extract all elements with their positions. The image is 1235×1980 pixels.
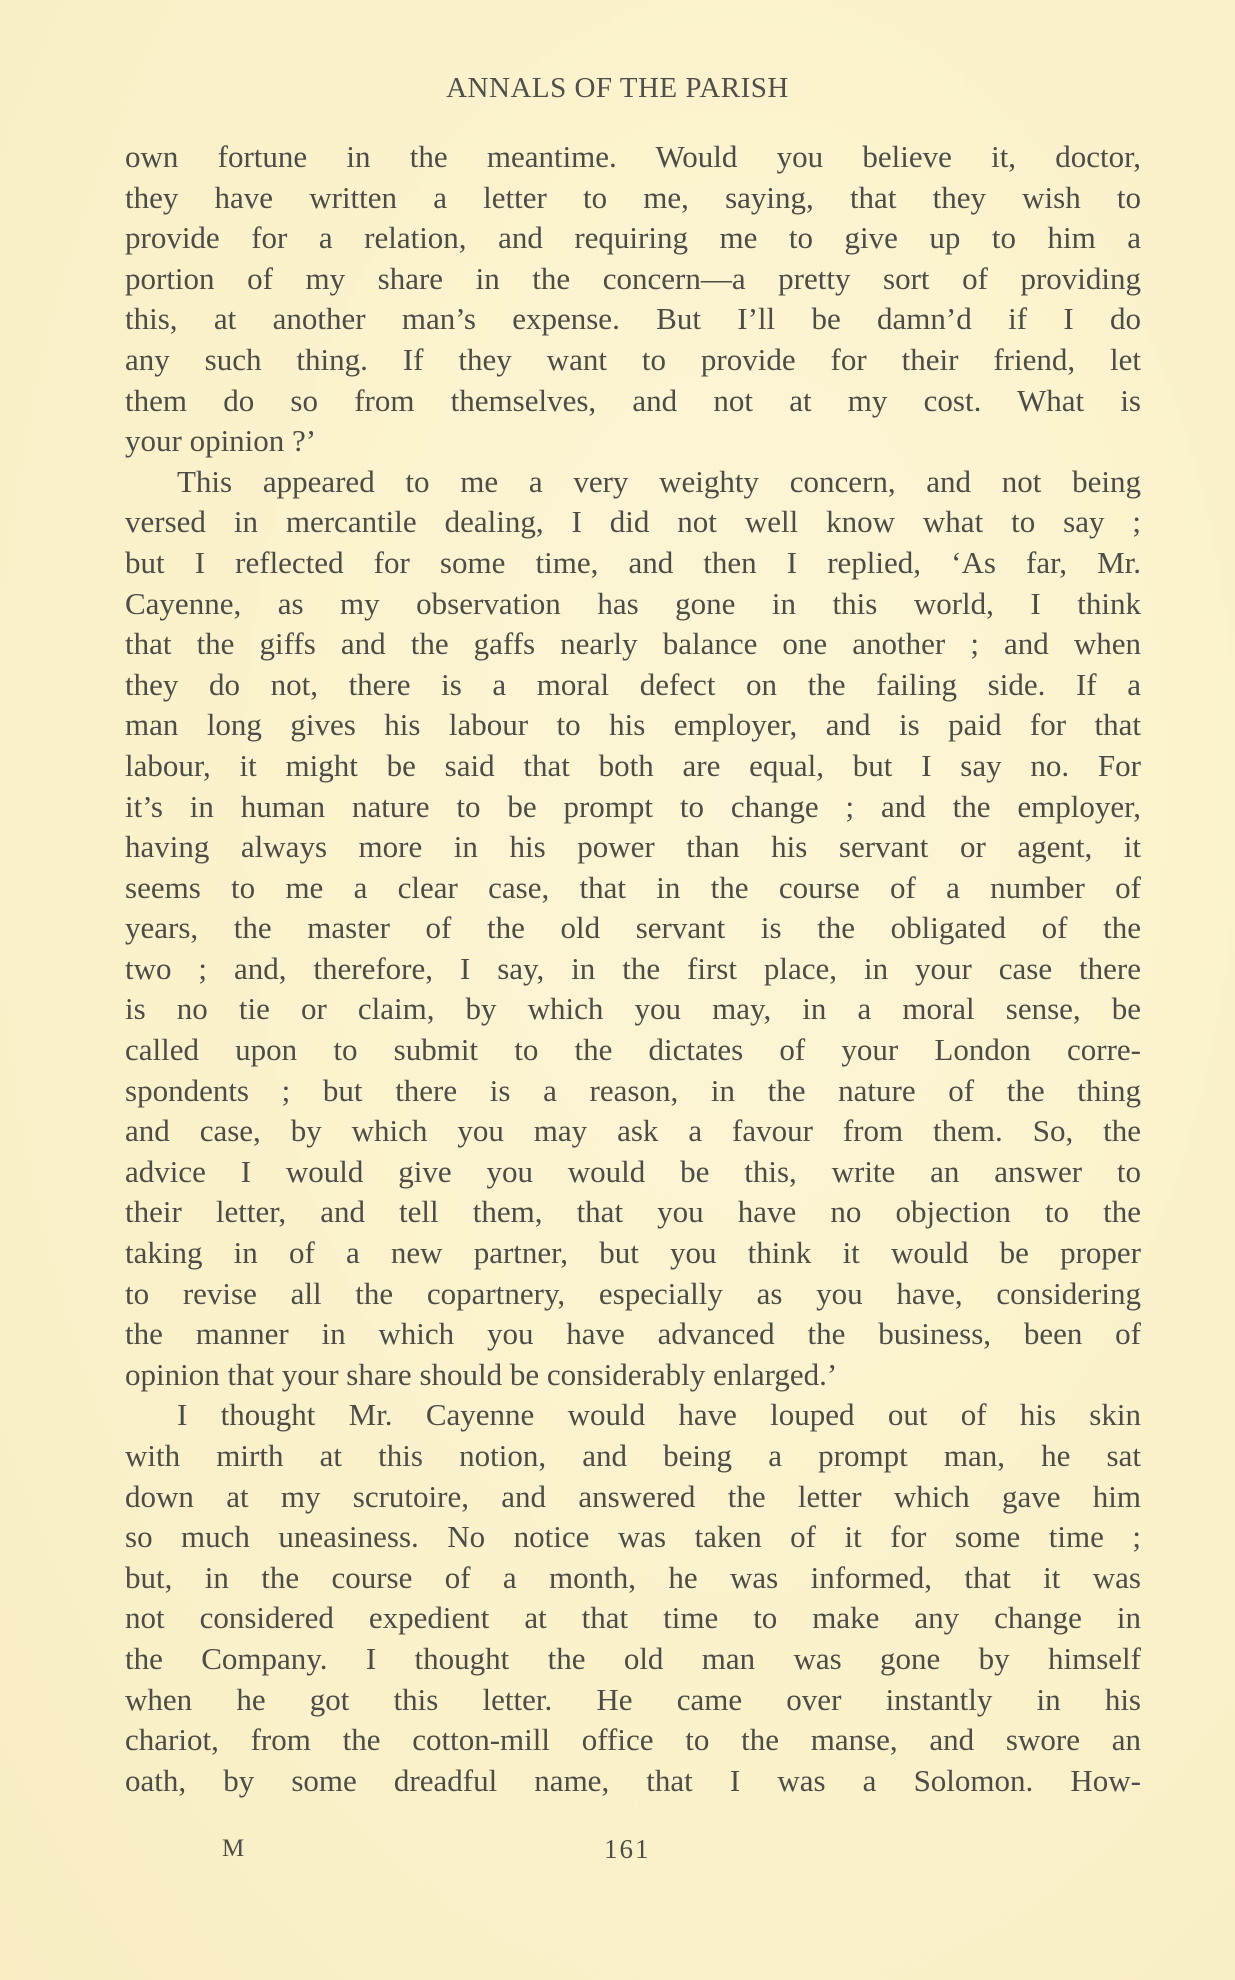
text-line — [125, 665, 1141, 706]
text-line — [125, 1558, 1141, 1599]
text-line — [125, 137, 1141, 178]
text-line-content: the Company. I thought the old man was gone by himself — [125, 1640, 1141, 1676]
text-line — [125, 1639, 1141, 1680]
text-line-content: this, at another man’s expense. But I’ll be damn’d if I do — [125, 301, 1141, 337]
text-line-content: the manner in which you have advanced the business, been of — [125, 1316, 1141, 1352]
text-line — [125, 421, 1141, 462]
text-line-content: not considered expedient at that time to make any change in — [125, 1600, 1141, 1636]
text-line — [125, 584, 1141, 625]
text-line-content: taking in of a new partner, but you think it would be proper — [125, 1235, 1141, 1271]
text-line — [125, 1517, 1141, 1558]
text-line — [125, 1152, 1141, 1193]
text-line-content: so much uneasiness. No notice was taken of it for some time ; — [125, 1519, 1141, 1555]
text-line-content: to revise all the copartnery, especially as you have, considering — [125, 1275, 1141, 1311]
text-line — [125, 1192, 1141, 1233]
text-line — [125, 1436, 1141, 1477]
text-line-content: own fortune in the meantime. Would you believe it, doctor, — [125, 139, 1141, 174]
text-line-content: that the giffs and the gaffs nearly balance one another ; and when — [125, 626, 1141, 662]
text-line — [125, 178, 1141, 219]
text-line-content: labour, it might be said that both are equal, but I say no. For — [125, 747, 1141, 783]
page-footer — [0, 1829, 1235, 1869]
text-line — [125, 827, 1141, 868]
text-line-content: man long gives his labour to his employer, and is paid for that — [125, 707, 1141, 743]
text-line-content: years, the master of the old servant is the obligated of the — [125, 910, 1141, 946]
text-line — [125, 462, 1141, 503]
text-line — [125, 1680, 1141, 1721]
text-line — [125, 218, 1141, 259]
text-line-content: it’s in human nature to be prompt to change ; and the employer, — [125, 788, 1141, 824]
text-line — [125, 1720, 1141, 1761]
text-line-content: versed in mercantile dealing, I did not well know what to say ; — [125, 504, 1141, 540]
text-line-content: but, in the course of a month, he was informed, that it was — [125, 1559, 1141, 1595]
text-line-content: I thought Mr. Cayenne would have louped out of his skin — [177, 1397, 1141, 1433]
text-line-content: Cayenne, as my observation has gone in this world, I think — [125, 585, 1141, 621]
text-line — [125, 543, 1141, 584]
text-line-content: down at my scrutoire, and answered the letter which gave him — [125, 1478, 1141, 1514]
text-line-content: but I reflected for some time, and then I replied, ‘As far, Mr. — [125, 544, 1141, 580]
text-line-content: spondents ; but there is a reason, in the nature of the thing — [125, 1072, 1141, 1108]
text-line-content: provide for a relation, and requiring me to give up to him a — [125, 220, 1141, 256]
text-line — [125, 908, 1141, 949]
body-text — [125, 137, 1141, 1801]
text-line — [125, 502, 1141, 543]
text-line-content: when he got this letter. He came over instantly in his — [125, 1681, 1141, 1717]
text-line-content: This appeared to me a very weighty concern, and not being — [177, 463, 1141, 499]
text-line-content: is no tie or claim, by which you may, in a moral sense, be — [125, 991, 1141, 1027]
text-line — [125, 1030, 1141, 1071]
text-line — [125, 1233, 1141, 1274]
running-head: ANNALS OF THE PARISH — [446, 72, 789, 104]
text-line — [125, 1395, 1141, 1436]
text-line — [125, 1314, 1141, 1355]
text-line — [125, 259, 1141, 300]
text-line — [125, 1598, 1141, 1639]
text-line-content: portion of my share in the concern—a pretty sort of providing — [125, 260, 1141, 296]
signature-mark: M — [222, 1835, 246, 1862]
text-line-content: having always more in his power than his servant or agent, it — [125, 829, 1141, 865]
text-line — [125, 1477, 1141, 1518]
text-line-content: oath, by some dreadful name, that I was a Solomon. How- — [125, 1762, 1141, 1798]
text-line-content: with mirth at this notion, and being a prompt man, he sat — [125, 1438, 1141, 1473]
text-line-content: two ; and, therefore, I say, in the first place, in your case there — [125, 950, 1141, 986]
page-number: 161 — [604, 1834, 651, 1864]
text-line-content: their letter, and tell them, that you have no objection to the — [125, 1194, 1141, 1230]
text-line — [125, 381, 1141, 422]
text-line-content: called upon to submit to the dictates of your London corre- — [125, 1032, 1141, 1068]
text-line — [125, 624, 1141, 665]
text-line — [125, 299, 1141, 340]
text-line-content: they do not, there is a moral defect on the failing side. If a — [125, 666, 1141, 702]
text-line — [125, 340, 1141, 381]
text-line — [125, 705, 1141, 746]
text-line-content: any such thing. If they want to provide for their friend, let — [125, 341, 1141, 377]
text-line — [125, 989, 1141, 1030]
text-line-content: advice I would give you would be this, write an answer to — [125, 1153, 1141, 1189]
text-line-content: seems to me a clear case, that in the course of a number of — [125, 869, 1141, 905]
text-line — [125, 868, 1141, 909]
text-line — [125, 1355, 1141, 1396]
text-line-content: chariot, from the cotton-mill office to the manse, and swore an — [125, 1722, 1141, 1758]
text-line-content: they have written a letter to me, saying, that they wish to — [125, 179, 1141, 215]
text-line — [125, 787, 1141, 828]
text-line-content: and case, by which you may ask a favour from them. So, the — [125, 1113, 1141, 1149]
text-line — [125, 1111, 1141, 1152]
text-line — [125, 949, 1141, 990]
text-line-content: opinion that your share should be considerably enlarged.’ — [125, 1356, 838, 1392]
text-line-content: your opinion ?’ — [125, 423, 317, 459]
text-line — [125, 1274, 1141, 1315]
text-line-content: them do so from themselves, and not at my cost. What is — [125, 382, 1141, 418]
text-line — [125, 1761, 1141, 1802]
text-line — [125, 746, 1141, 787]
text-line — [125, 1071, 1141, 1112]
